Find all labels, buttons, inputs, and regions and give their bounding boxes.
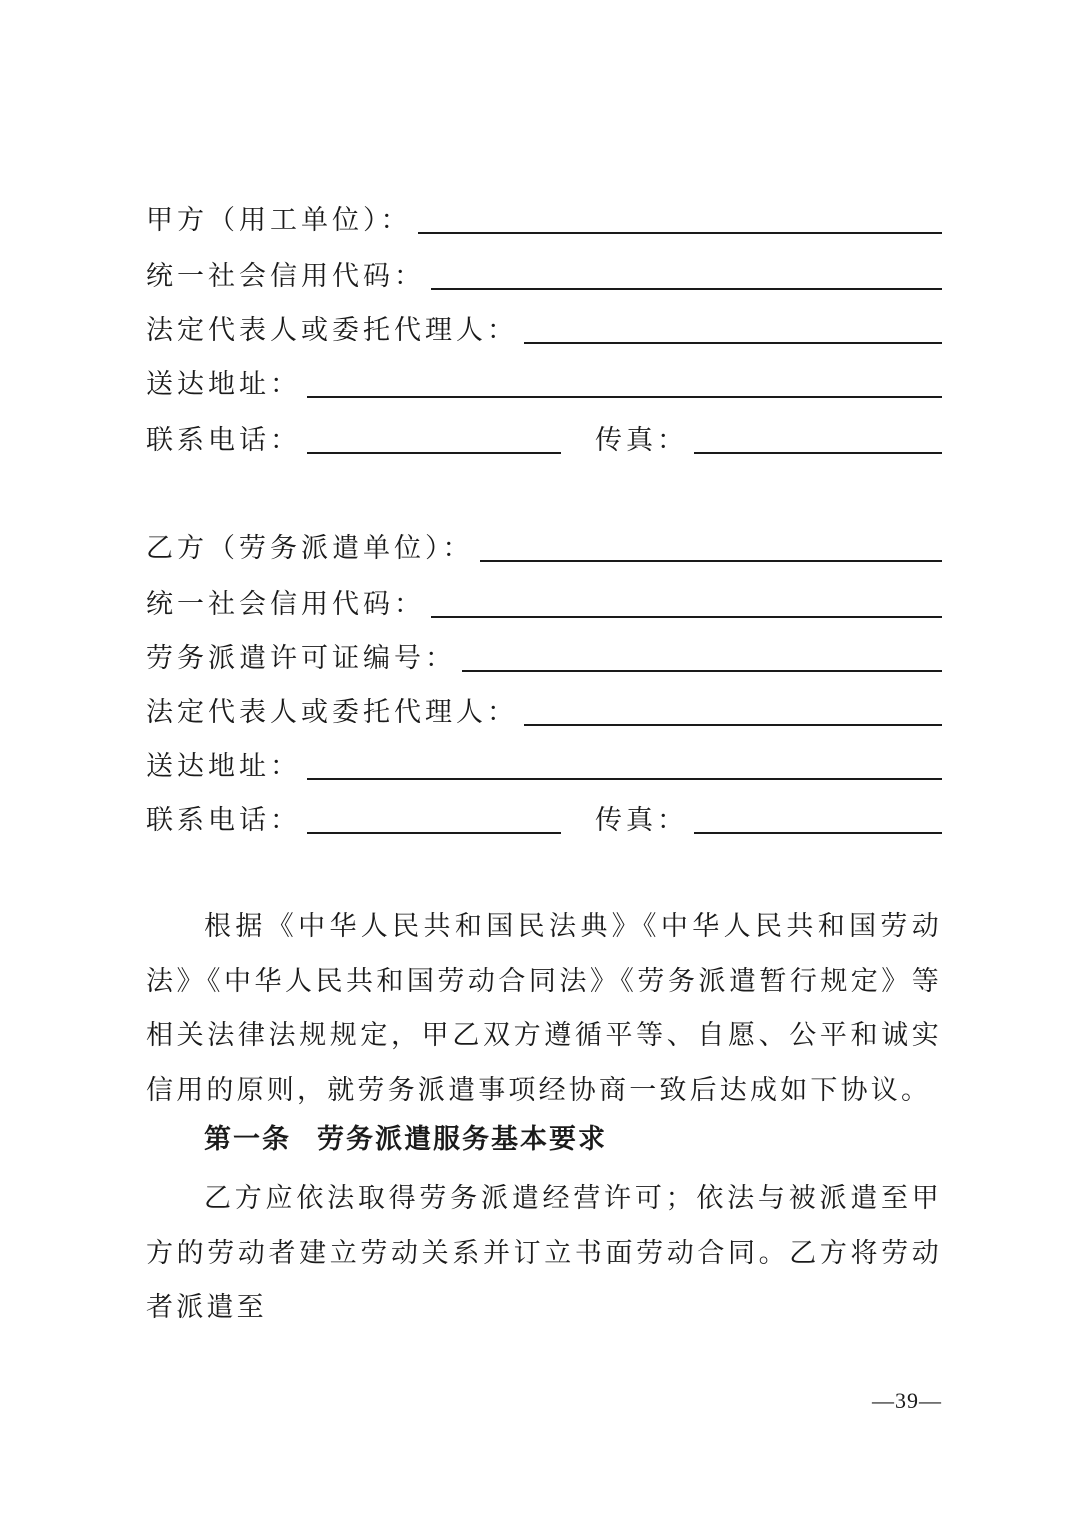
party-b-address-label: 送达地址： [146,751,301,782]
party-a-address-label: 送达地址： [146,369,301,400]
party-a-address-blank[interactable] [307,366,942,398]
party-a-name-blank[interactable] [418,202,943,234]
party-b-address-row [146,744,942,784]
party-a-name-label: 甲方（用工单位）： [146,205,412,236]
party-b-name-row [146,526,942,566]
party-b-fax-blank[interactable] [694,802,942,834]
party-b-contact-row [146,798,942,838]
party-b-representative-row [146,690,942,730]
party-b-phone-blank[interactable] [307,802,561,834]
party-b-credit-code-row [146,582,942,622]
article-1-text: 乙方应依法取得劳务派遣经营许可；依法与被派遣至甲方的劳动者建立劳动关系并订立书面劳动合同。乙方将劳动者派遣至 [146,1183,942,1323]
party-b-license-blank[interactable] [462,640,942,672]
party-a-representative-label: 法定代表人或委托代理人： [146,315,518,346]
party-a-fax-label: 传真： [595,425,688,456]
article-1-title: 劳务派遣服务基本要求 [317,1124,607,1155]
preamble-paragraph: 根据《中华人民共和国民法典》《中华人民共和国劳动法》《中华人民共和国劳动合同法》《劳务派遣暂行规定》等相关法律法规规定，甲乙双方遵循平等、自愿、公平和诚实信用的原则，就劳务派遣事项经协商一致后达成如下协议。 [146,911,942,1106]
party-a-representative-blank[interactable] [524,312,942,344]
party-a-representative-row [146,308,942,348]
party-b-name-blank[interactable] [480,530,943,562]
party-a-address-row [146,362,942,402]
party-b-fax-label: 传真： [595,805,688,836]
party-b-credit-code-label: 统一社会信用代码： [146,589,425,620]
party-a-credit-code-blank[interactable] [431,258,942,290]
party-a-credit-code-row [146,254,942,294]
party-b-credit-code-blank[interactable] [431,586,942,618]
page-number: —39— [872,1388,942,1413]
party-b-representative-label: 法定代表人或委托代理人： [146,697,518,728]
party-a-credit-code-label: 统一社会信用代码： [146,261,425,292]
party-a-phone-label: 联系电话： [146,425,301,456]
party-b-license-row [146,636,942,676]
party-b-license-label: 劳务派遣许可证编号： [146,643,456,674]
party-b-representative-blank[interactable] [524,694,942,726]
party-b-phone-label: 联系电话： [146,805,301,836]
party-a-name-row [146,198,942,238]
article-1-number: 第一条 [204,1124,291,1155]
party-b-name-label: 乙方（劳务派遣单位）： [146,533,474,564]
party-a-phone-blank[interactable] [307,422,561,454]
party-a-fax-blank[interactable] [694,422,942,454]
party-a-contact-row [146,418,942,458]
party-b-address-blank[interactable] [307,748,942,780]
article-1-heading [204,1120,607,1160]
